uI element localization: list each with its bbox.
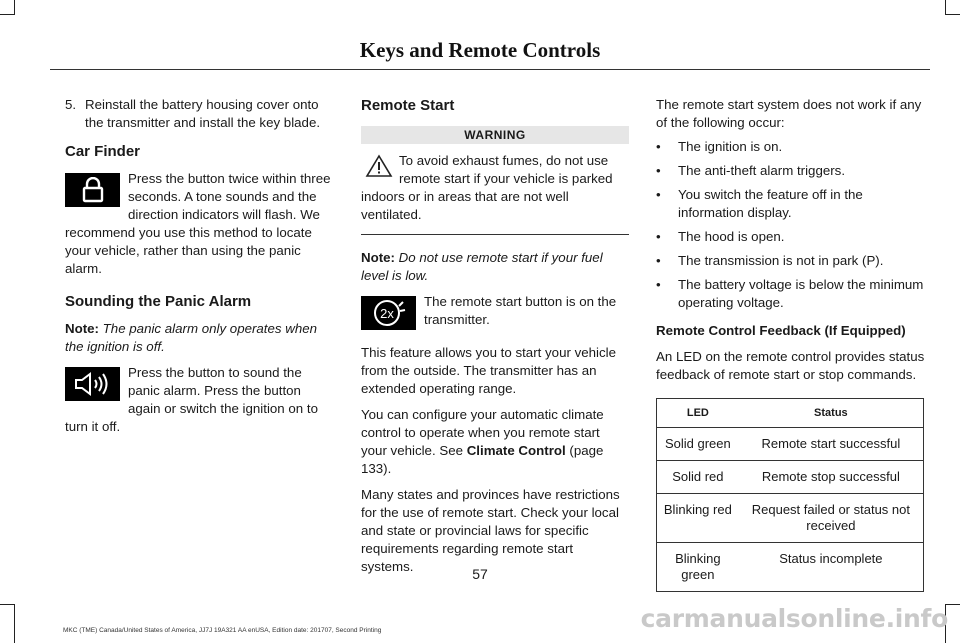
step-5: [65, 96, 337, 132]
table-header: LED: [657, 399, 739, 428]
feature-paragraph: This feature allows you to start your vehicle from the outside. The transmitter has an extended operating range.: [361, 345, 616, 396]
remote-button-text: The remote start button is on the transmitter.: [424, 294, 617, 327]
note-label: Note:: [361, 250, 395, 265]
led-status-table: [656, 398, 924, 592]
footer-edition-info: MKC (TME) Canada/United States of America, JJ7J 19A321 AA enUSA, Edition date: 201707, Second Printing: [63, 627, 382, 634]
table-row: Solid green Remote start successful: [657, 428, 924, 461]
left-column: [65, 96, 337, 436]
page-header-title: Keys and Remote Controls: [359, 38, 601, 62]
climate-paragraph: [361, 406, 629, 478]
panic-note: [65, 320, 337, 356]
crop-mark-top-right: [945, 0, 960, 15]
intro-text: The remote start system does not work if any of the following occur:: [656, 97, 922, 130]
table-row: Blinking red Request failed or status not received: [657, 494, 924, 543]
list-item: • The battery voltage is below the minimum operating voltage.: [656, 277, 924, 310]
panic-section: [65, 364, 337, 436]
warning-body: [361, 152, 629, 224]
panic-text-cont: turn it off.: [65, 419, 121, 434]
note-text: The panic alarm only operates when the ignition is off.: [65, 321, 318, 354]
list-item: • You switch the feature off in the information display.: [656, 187, 863, 220]
header-rule: [50, 69, 930, 70]
table-header: Status: [739, 399, 924, 428]
remote-button-section: [361, 293, 629, 332]
note-text: Do not use remote start if your fuel level is low.: [361, 250, 603, 283]
conditions-list: [656, 138, 928, 312]
car-finder-text-cont: recommend you use this method to locate your vehicle, rather than using the panic alarm.: [65, 225, 312, 276]
horn-speaker-icon: [65, 367, 120, 401]
remote-start-heading: Remote Start: [361, 97, 455, 114]
car-finder-heading: Car Finder: [65, 143, 141, 160]
panic-text: Press the button to sound the panic alarm. Press the button again or switch the ignition on to: [128, 365, 318, 416]
crop-mark-top-left: [0, 0, 15, 15]
remote-icon-label: 2x: [379, 306, 394, 321]
table-row: Blinking green Status incomplete: [657, 543, 924, 592]
warning-triangle-icon: [365, 154, 393, 178]
climate-page-ref: (page 133).: [361, 443, 604, 476]
right-column: [656, 96, 928, 592]
table-row: Solid red Remote stop successful: [657, 461, 924, 494]
step-text: Reinstall the battery housing cover onto the transmitter and install the key blade.: [85, 97, 321, 130]
note-label: Note:: [65, 321, 99, 336]
fuel-note: [361, 249, 629, 285]
list-item: • The anti-theft alarm triggers.: [656, 163, 846, 178]
climate-control-link[interactable]: Climate Control: [466, 443, 566, 458]
car-finder-text: Press the button twice within three seconds. A tone sounds and the direction indicators will flash. We: [128, 171, 331, 222]
watermark: carmanualsonline.info: [640, 604, 948, 633]
lock-icon: [65, 173, 120, 207]
list-item: • The ignition is on.: [656, 139, 783, 154]
feedback-text: An LED on the remote control provides status feedback of remote start or stop commands.: [656, 349, 925, 382]
remote-start-2x-icon: [361, 296, 416, 330]
crop-mark-bottom-left: [0, 604, 15, 643]
warning-rule: [361, 234, 629, 235]
table-header-row: [657, 399, 924, 428]
climate-text: You can configure your automatic climate control to operate when you remote start your vehicle. See: [361, 407, 604, 458]
step-number: 5.: [65, 97, 77, 112]
list-item: • The hood is open.: [656, 229, 785, 244]
warning-banner: WARNING: [361, 126, 629, 144]
page-number: 57: [472, 566, 488, 582]
panic-alarm-heading: Sounding the Panic Alarm: [65, 293, 252, 310]
restrictions-paragraph: Many states and provinces have restrictions for the use of remote start. Check your local and state or provincial laws for specific requirements regarding remote start systems.: [361, 487, 620, 574]
warning-text: To avoid exhaust fumes, do not use remote start if your vehicle is parked indoors or in areas that are not well ventilated.: [361, 153, 613, 222]
car-finder-section: [65, 170, 337, 278]
feedback-heading: Remote Control Feedback (If Equipped): [656, 323, 906, 338]
middle-column: [361, 96, 629, 576]
list-item: • The transmission is not in park (P).: [656, 253, 884, 268]
